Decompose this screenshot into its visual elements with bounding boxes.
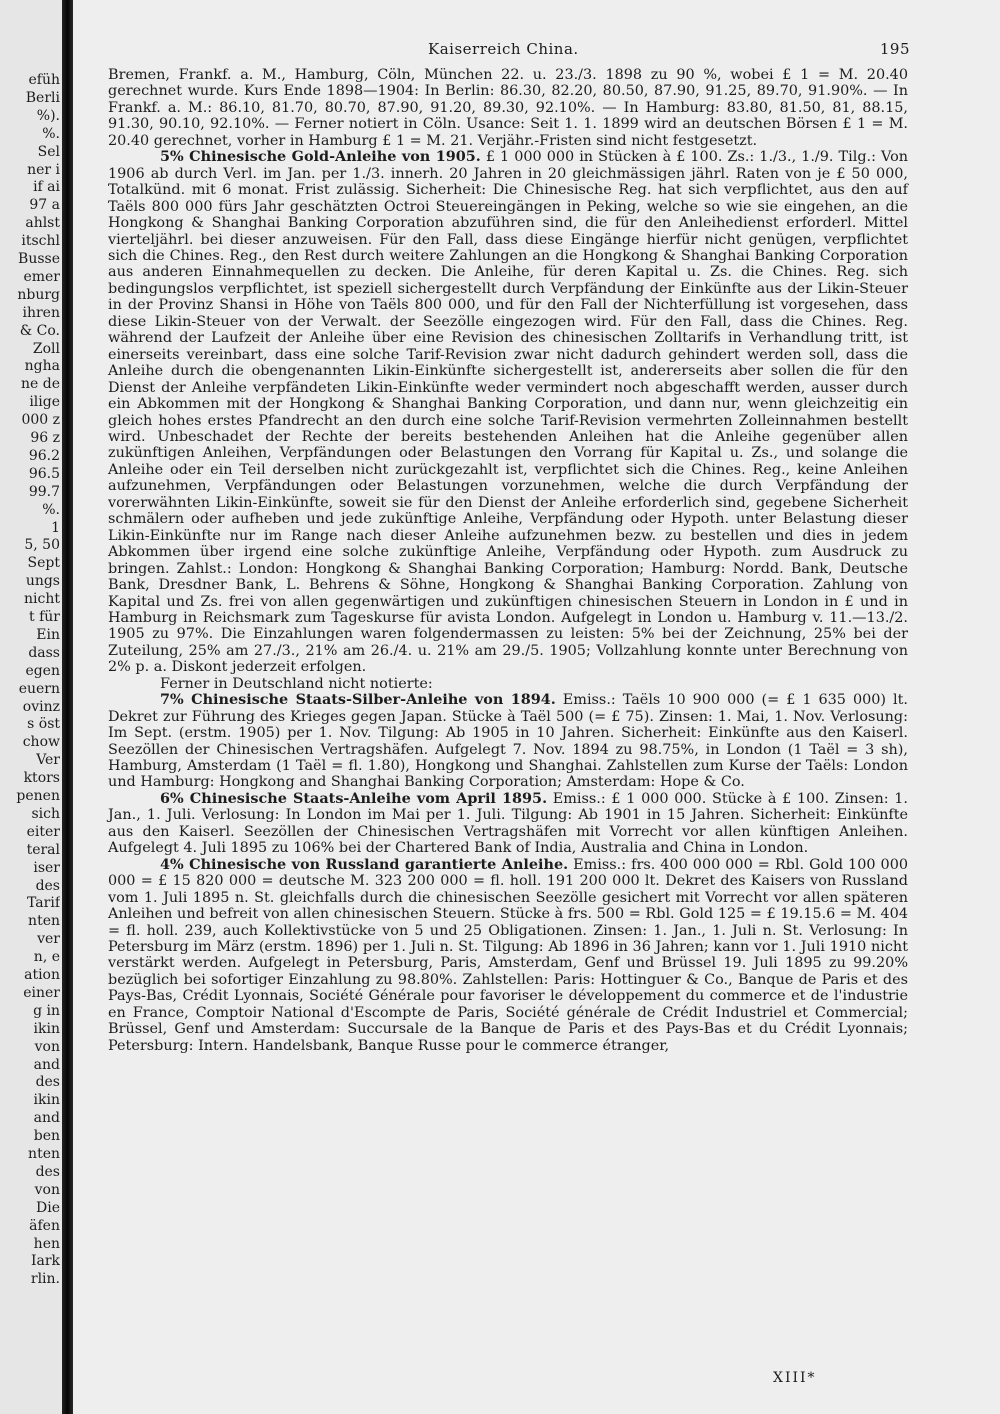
paragraph xyxy=(108,676,908,692)
margin-fragment: ne de xyxy=(21,376,60,393)
book-spine xyxy=(62,0,73,1414)
margin-fragment: des xyxy=(35,1163,60,1180)
margin-fragment: rlin. xyxy=(30,1271,60,1288)
margin-fragment: des xyxy=(35,877,60,894)
paragraph-text: Ferner in Deutschland nicht notierte: xyxy=(160,675,433,692)
margin-fragment: t für xyxy=(29,609,60,625)
margin-fragment: eiter xyxy=(26,823,60,840)
margin-fragment: ner i xyxy=(27,161,60,178)
margin-fragment: and xyxy=(33,1110,60,1127)
margin-fragment: g in xyxy=(33,1002,60,1019)
margin-fragment: penen xyxy=(16,788,60,804)
margin-fragment: von xyxy=(34,1038,60,1055)
margin-fragment: %. xyxy=(42,125,60,142)
adjacent-page-margin xyxy=(0,0,62,1414)
paragraph xyxy=(108,67,908,149)
paragraph xyxy=(108,857,908,1054)
margin-fragment: s öst xyxy=(27,716,60,733)
margin-fragment: ovinz xyxy=(22,698,60,715)
margin-fragment: Iark xyxy=(30,1253,60,1270)
page-number: 195 xyxy=(879,40,910,58)
margin-fragment: nburg xyxy=(17,286,60,303)
margin-fragment: dass xyxy=(28,644,60,661)
margin-fragment: euern xyxy=(18,680,60,697)
running-title: Kaiserreich China. xyxy=(428,40,579,58)
margin-fragment: 97 a xyxy=(29,197,60,214)
margin-fragment: egen xyxy=(25,662,60,679)
margin-fragment: ahlst xyxy=(25,215,60,232)
margin-fragment: 5, 50 xyxy=(24,537,60,554)
margin-fragment: ihren xyxy=(22,304,60,321)
margin-fragment: äfen xyxy=(29,1217,60,1234)
margin-fragment: ben xyxy=(33,1128,60,1145)
paragraph-text: Emiss.: frs. 400 000 000 = Rbl. Gold 100 000 000 = £ 15 820 000 = deutsche M. 323 200 000 = fl. holl. 191 200 000 lt. Dekret des Kaisers von Russland vom 1. Juli 1895 n. St. gleichfalls durch die chinesischen Seezölle gesichert mit Vorrecht vor allen späteren Anleihen und befreit von allen chinesischen Steuern. Stücke à frs. 500 = Rbl. Gold 125 = £ 19.15.6 = M. 404 = fl. holl. 239, auch Kollektivstücke von 5 und 25 Obligationen. Zinsen: 1. Jan., 1. Juli n. St. Verlosung: In Petersburg im März (erstm. 1896) per 1. Juli n. St. Tilgung: Ab 1896 in 36 Jahren; kann vor 1. Juli 1910 nicht verstärkt werden. Aufgelegt in Petersburg, Paris, Amsterdam, Genf und Brüssel 19. Juli 1895 zu 99.20% bezüglich bei sofortiger Einzahlung zu 98.80%. Zahlstellen: Paris: Hottinguer & Co., Banque de Paris et des Pays-Bas, Crédit Lyonnais, Société Générale pour favoriser le développement du commerce et de l'industrie en France, Comptoir National d'Escompte de Paris, Société générale de Crédit Industriel et Commercial; Brüssel, Genf und Amsterdam: Succursale de la Banque de Paris et des Pays-Bas et du Crédit Lyonnais; Petersburg: Intern. Handelsbank, Banque Russe pour le commerce étranger, xyxy=(108,856,909,1054)
margin-fragment: ikin xyxy=(33,1020,60,1037)
margin-fragment: teral xyxy=(26,841,60,858)
margin-fragment: 96.5 xyxy=(28,465,60,482)
margin-fragment: 1 xyxy=(51,519,60,536)
margin-fragment: 99.7 xyxy=(28,483,60,500)
page xyxy=(73,0,1000,1414)
margin-fragment: iser xyxy=(33,859,60,876)
margin-fragment: emer xyxy=(23,268,60,285)
paragraph-text: Emiss.: Taëls 10 900 000 (= £ 1 635 000) lt. Dekret zur Führung des Krieges gegen Japan. Stücke à Taël 500 (= £ 75). Zinsen: 1. Mai, 1. Nov. Verlosung: Im Sept. (erstm. 1905) per 1. Nov. Tilgung: Ab 1905 in 10 Jahren. Sicherheit: Einkünfte aus den Kaiserl. Seezöllen der Chinesischen Vertragshäfen. Aufgelegt 7. Nov. 1894 zu 98.75%, in London (1 Taël = 3 sh), Hamburg, Amsterdam (1 Taël = fl. 1.80), Hongkong und Shanghai. Zahlstellen zum Kurse der Taëls: London und Hamburg: Hongkong and Shanghai Banking Corporation; Amsterdam: Hope & Co. xyxy=(108,692,908,791)
margin-fragment: %. xyxy=(42,501,60,518)
paragraph xyxy=(108,149,908,676)
body-text xyxy=(108,67,908,1054)
margin-fragment: Die xyxy=(36,1199,60,1216)
margin-fragment: if ai xyxy=(33,179,60,196)
margin-fragment: Sel xyxy=(37,143,60,160)
loan-heading: 6% Chinesische Staats-Anleihe vom April 1895. xyxy=(160,789,548,807)
margin-fragment: nten xyxy=(28,913,60,930)
margin-fragment: 000 z xyxy=(21,412,60,429)
margin-fragment: des xyxy=(35,1074,60,1091)
margin-fragment: ikin xyxy=(33,1092,60,1109)
margin-fragment: 96.2 xyxy=(28,447,60,464)
signature-mark: XIII* xyxy=(773,1370,817,1386)
paragraph-text: £ 1 000 000 in Stücken à £ 100. Zs.: 1./3., 1./9. Tilg.: Von 1906 ab durch Verl. im Jan. per 1./3. innerh. 20 Jahren in 20 gleichmässigen jährl. Raten von je £ 50 000, Totalkünd. mit 6 monat. Frist zulässig. Sicherheit: Die Chinesische Reg. hat sich verpflichtet, aus den auf Taëls 800 000 fürs Jahr geschätzten Octroi Steuereingängen in Peking, welche so wie sie eingehen, an die Hongkong & Shanghai Banking Corporation abzuführen sind, die für den Anleihedienst erforderl. Mittel vierteljährl. bei dieser anzuweisen. Für den Fall, dass diese Eingänge hierfür nicht genügen, verpflichtet sich die Chines. Reg., den Rest durch weitere Zahlungen an die Hongkong & Shanghai Banking Corporation aus anderen Einnahmequellen zu decken. Die Anleihe, für deren Kapital u. Zs. die Chines. Reg. sich bedingungslos verpflichtet, ist speziell sichergestellt durch Verpfändung der Einkünfte aus der Likin-Steuer in der Provinz Shansi in Höhe von Taëls 800 000, und für den Fall der Nichterfüllung ist vorgesehen, dass diese Likin-Steuer von der Verwalt. der Seezölle eingezogen wird. Für den Fall, dass die Chines. Reg. während der Laufzeit der Anleihe über eine Revision des chinesischen Zolltarifs in Verhandlung tritt, ist einerseits vereinbart, dass eine solche Tarif-Revision zwar nicht dadurch gehindert werden soll, dass die Anleihe durch die obengenannten Likin-Einkünfte sichergestellt ist, andererseits aber sollen die für den Dienst der Anleihe verpfändeten Likin-Einkünfte weder vermindert noch abgeschafft werden, ausser durch ein Abkommen mit der Hongkong & Shanghai Banking Corporation, und dann nur, wenn gleichzeitig ein gleich hohes erstes Pfandrecht an den durch eine solche Tarif-Revision vermehrten Zolleinnahmen bestellt wird. Unbeschadet der Rechte der bereits bestehenden Anleihen hat die Anleihe gegenüber allen zukünftigen Anleihen, Verpfändungen oder Belastungen den Vorrang für Kapital u. Zs., und solange die Anleihe oder ein Teil derselben nicht zurückgezahlt ist, verpflichtet sich die Chines. Reg., keine Anleihen aufzunehmen, Verpfändungen oder Belastungen vorzunehmen, welche die durch Verpfändung der vorerwähnten Likin-Einkünfte, soweit sie für den Dienst der Anleihe erforderlich sind, gegebene Sicherheit schmälern oder aufheben und jede zukünftige Anleihe, Verpfändung oder Hypoth. unter Belastung dieser Likin-Einkünfte nur im Range nach dieser Anleihe aufzunehmen bezw. zu bestellen und dies in jedem Abkommen über irgend eine solche zukünftige Anleihe, Verpfändung oder Hypoth. zum Ausdruck zu bringen. Zahlst.: London: Hongkong & Shanghai Banking Corporation; Hamburg: Nordd. Bank, Deutsche Bank, Dresdner Bank, L. Behrens & Söhne, Hongkong & Shanghai Banking Corporation. Zahlung von Kapital und Zs. frei von allen gegenwärtigen und zukünftigen chinesischen Steuern in London in £ und in Hamburg in Reichsmark zum Tageskurse für avista London. Aufgelegt in London u. Hamburg v. 11.—13./2. 1905 zu 97%. Die Einzahlungen waren folgendermassen zu leisten: 5% bei der Zeichnung, 25% bei der Zuteilung, 25% am 27./3., 21% am 26./4. u. 21% am 29./5. 1905; Vollzahlung konnte unter Berechnung von 2% p. a. Diskont jederzeit erfolgen. xyxy=(108,149,908,676)
margin-fragment: chow xyxy=(22,734,60,751)
margin-fragment: ver xyxy=(37,931,60,948)
margin-fragment: & Co. xyxy=(19,322,60,339)
margin-fragment: n, e xyxy=(33,949,60,966)
margin-fragment: 96 z xyxy=(30,430,60,446)
margin-fragment: Berli xyxy=(25,89,60,106)
margin-fragment: Ver xyxy=(36,752,60,769)
margin-fragment: efüh xyxy=(28,72,60,88)
margin-fragment: Tarif xyxy=(27,895,60,912)
loan-heading: 4% Chinesische von Russland garantierte Anleihe. xyxy=(160,855,569,873)
margin-fragment: Ein xyxy=(36,626,60,643)
margin-fragment: %). xyxy=(36,107,60,124)
loan-heading: 7% Chinesische Staats-Silber-Anleihe von 1894. xyxy=(160,691,556,709)
margin-fragment: ation xyxy=(24,967,60,983)
paragraph xyxy=(108,692,908,791)
paragraph-text: Emiss.: £ 1 000 000. Stücke à £ 100. Zinsen: 1. Jan., 1. Juli. Verlosung: In London im Mai per 1. Juli. Tilgung: Ab 1901 in 15 Jahren. Sicherheit: Einkünfte aus den Kaiserl. Seezöllen der Chinesischen Vertragshäfen mit Vorrecht vor allen künftigen Anleihen. Aufgelegt 4. Juli 1895 zu 106% bei der Chartered Bank of India, Australia and China in London. xyxy=(108,790,908,857)
margin-fragment: itschl xyxy=(21,233,60,250)
margin-fragment: Zoll xyxy=(32,340,60,357)
margin-fragment: ngha xyxy=(24,358,60,375)
margin-fragment: and xyxy=(33,1056,60,1073)
paragraph-text: Bremen, Frankf. a. M., Hamburg, Cöln, München 22. u. 23./3. 1898 zu 90 %, wobei £ 1 = M. 20.40 gerechnet wurde. Kurs Ende 1898—1904: In Berlin: 86.30, 82.20, 80.50, 87.90, 91.25, 89.70, 91.90%. — In Frankf. a. M.: 86.10, 81.70, 80.70, 87.90, 91.20, 89.30, 92.10%. — In Hamburg: 83.80, 81.50, 81, 88.15, 91.30, 90.10, 92.10%. — Ferner notiert in Cöln. Usance: Seit 1. 1. 1899 wird an deutschen Börsen £ 1 = M. 20.40 gerechnet, vorher in Hamburg £ 1 = M. 21. Verjähr.-Fristen sind nicht festgesetzt. xyxy=(108,67,908,149)
margin-fragment: ungs xyxy=(25,573,60,590)
loan-heading: 5% Chinesische Gold-Anleihe von 1905. xyxy=(160,148,481,166)
margin-fragment: nten xyxy=(28,1146,60,1162)
margin-fragment: einer xyxy=(23,984,60,1001)
margin-fragment: nicht xyxy=(24,591,60,608)
margin-fragment: Sept xyxy=(27,555,60,572)
margin-fragment: von xyxy=(34,1181,60,1198)
running-header xyxy=(73,40,1000,64)
margin-fragment: ilige xyxy=(29,394,60,411)
margin-fragment: ktors xyxy=(23,770,60,787)
margin-fragment: Busse xyxy=(18,251,60,267)
paragraph xyxy=(108,791,908,857)
margin-fragment: sich xyxy=(31,805,60,822)
margin-fragment: hen xyxy=(33,1235,60,1252)
